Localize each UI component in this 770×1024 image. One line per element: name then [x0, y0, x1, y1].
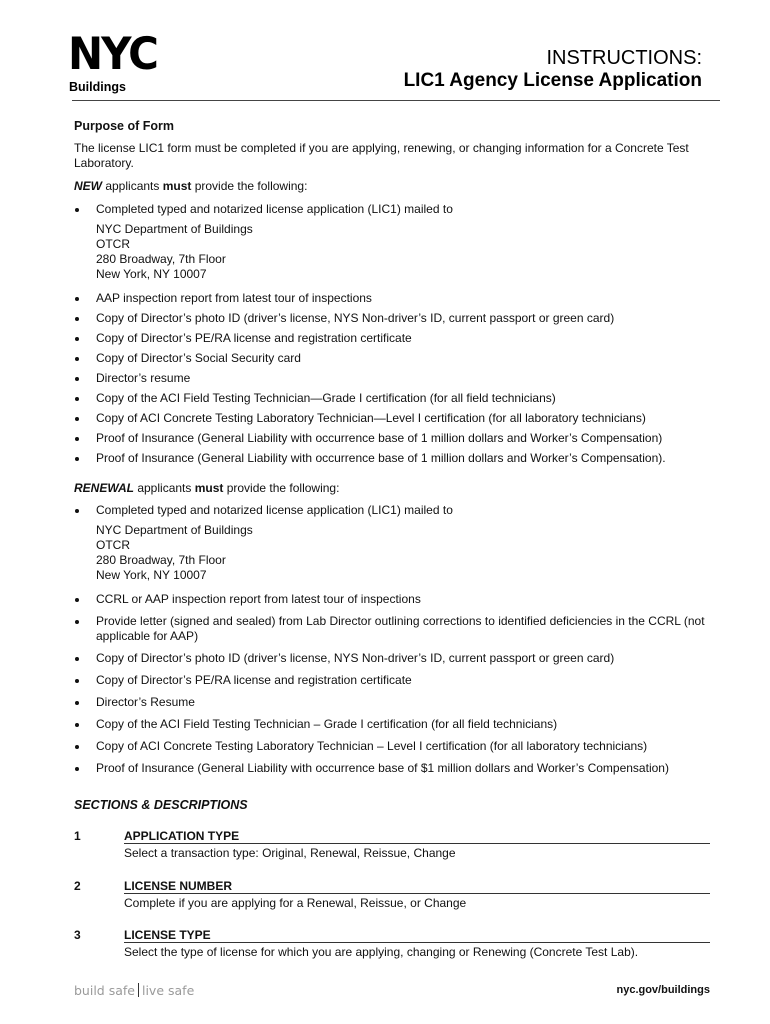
new-mailing-address [96, 222, 253, 282]
must-label: must [162, 179, 192, 193]
list-item: Copy of Director’s Social Security card [74, 351, 714, 366]
address-line: New York, NY 10007 [96, 267, 207, 281]
section-name: LICENSE TYPE [124, 928, 211, 942]
list-item: CCRL or AAP inspection report from latest tour of inspections [74, 592, 714, 607]
list-item: Copy of ACI Concrete Testing Laboratory Technician—Level I certification (for all laboratory technicians) [74, 411, 714, 426]
page-subtitle: LIC1 Agency License Application [403, 70, 702, 91]
sections-heading: SECTIONS & DESCRIPTIONS [74, 798, 248, 812]
lead-text: applicants [134, 481, 195, 495]
header-divider [72, 100, 720, 101]
new-label: NEW [74, 179, 102, 193]
section-divider [124, 942, 710, 943]
list-item: Copy of Director’s photo ID (driver’s license, NYS Non-driver’s ID, current passport or green card) [74, 651, 714, 666]
list-item: Copy of ACI Concrete Testing Laboratory Technician – Level I certification (for all laboratory technicians) [74, 739, 714, 754]
new-requirements-list [74, 291, 714, 466]
list-item: Provide letter (signed and sealed) from Lab Director outlining corrections to identified deficiencies in the CCRL (not applicable for AAP) [74, 614, 714, 644]
slogan-divider [138, 983, 139, 997]
address-line: NYC Department of Buildings [96, 222, 253, 236]
address-line: OTCR [96, 538, 130, 552]
address-line: OTCR [96, 237, 130, 251]
purpose-intro: The license LIC1 form must be completed if you are applying, renewing, or changing information for a Concrete Test Laboratory. [74, 141, 689, 170]
renewal-requirements-list [74, 592, 714, 776]
slogan-part: live safe [141, 983, 195, 998]
section-description: Complete if you are applying for a Renewal, Reissue, or Change [124, 896, 467, 910]
list-item: Director’s resume [74, 371, 714, 386]
footer-website: nyc.gov/buildings [616, 984, 710, 996]
address-line: 280 Broadway, 7th Floor [96, 252, 226, 266]
list-item: Proof of Insurance (General Liability with occurrence base of 1 million dollars and Worker’s Compensation). [74, 451, 714, 466]
list-item: Completed typed and notarized license application (LIC1) mailed to [74, 503, 714, 518]
list-item: Copy of Director’s PE/RA license and registration certificate [74, 673, 714, 688]
section-number: 3 [74, 928, 81, 942]
list-item: Copy of the ACI Field Testing Technician—Grade I certification (for all field technicians) [74, 391, 714, 406]
new-first-list [74, 202, 714, 217]
renewal-first-list [74, 503, 714, 518]
list-item: Copy of the ACI Field Testing Technician – Grade I certification (for all field technicians) [74, 717, 714, 732]
list-item: Proof of Insurance (General Liability with occurrence base of 1 million dollars and Worker’s Compensation) [74, 431, 714, 446]
page-title: INSTRUCTIONS: [546, 47, 702, 69]
logo-wordmark: NYC [68, 28, 157, 80]
logo-subtitle: Buildings [69, 80, 126, 94]
section-divider [124, 843, 710, 844]
list-item: AAP inspection report from latest tour of inspections [74, 291, 714, 306]
renewal-label: RENEWAL [74, 481, 134, 495]
section-number: 1 [74, 829, 81, 843]
address-line: 280 Broadway, 7th Floor [96, 553, 226, 567]
address-line: New York, NY 10007 [96, 568, 207, 582]
list-item: Copy of Director’s PE/RA license and registration certificate [74, 331, 714, 346]
list-item: Director’s Resume [74, 695, 714, 710]
section-name: APPLICATION TYPE [124, 829, 240, 843]
renewal-applicants-lead [74, 481, 339, 496]
lead-text: provide the following: [223, 481, 340, 495]
address-line: NYC Department of Buildings [96, 523, 253, 537]
nyc-buildings-logo [68, 28, 192, 96]
purpose-heading: Purpose of Form [74, 119, 175, 133]
footer-slogan [74, 983, 194, 998]
list-item: Copy of Director’s photo ID (driver’s license, NYS Non-driver’s ID, current passport or green card) [74, 311, 714, 326]
new-applicants-lead [74, 179, 307, 194]
section-number: 2 [74, 879, 81, 893]
lead-text: applicants [102, 179, 163, 193]
list-item: Completed typed and notarized license application (LIC1) mailed to [74, 202, 714, 217]
renewal-mailing-address [96, 523, 253, 583]
section-description: Select the type of license for which you are applying, changing or Renewing (Concrete Test Lab). [124, 945, 639, 959]
section-name: LICENSE NUMBER [124, 879, 233, 893]
lead-text: provide the following: [191, 179, 308, 193]
list-item: Proof of Insurance (General Liability with occurrence base of $1 million dollars and Worker’s Compensation) [74, 761, 714, 776]
slogan-part: build safe [74, 983, 135, 998]
section-divider [124, 893, 710, 894]
section-description: Select a transaction type: Original, Renewal, Reissue, Change [124, 846, 456, 860]
must-label: must [194, 481, 224, 495]
